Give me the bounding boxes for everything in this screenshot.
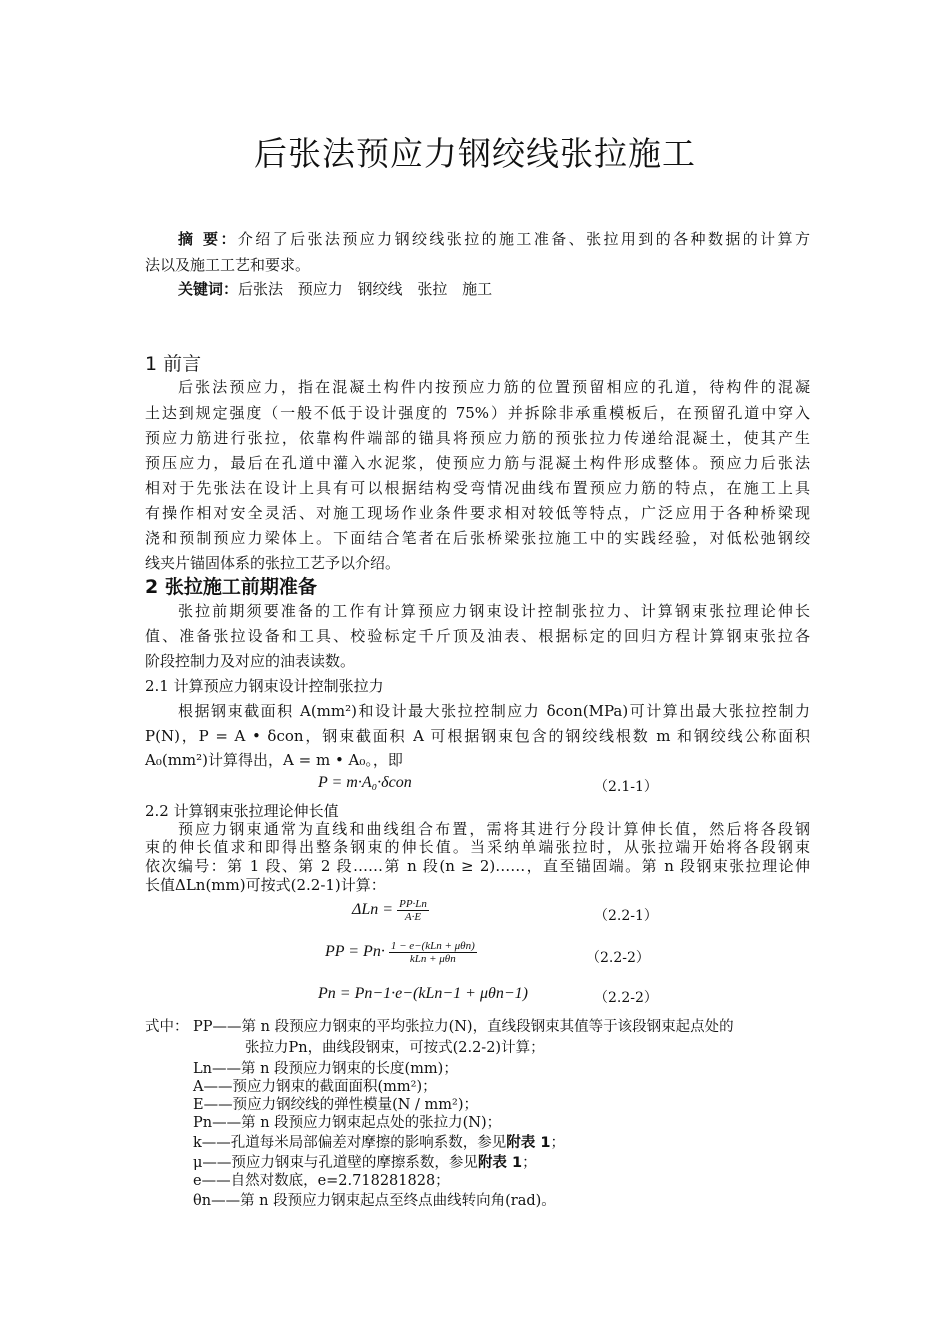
formula-2-1-1: P = m·A₀·δcon: [318, 774, 412, 791]
formula-lhs: PP = Pn·: [325, 943, 385, 961]
appendix-table-link: 附表 1: [477, 1155, 523, 1171]
equation-number: （2.2-2）: [586, 950, 650, 966]
fraction-denominator: A·E: [404, 911, 422, 923]
formula-2-2-1: [352, 898, 429, 923]
section-2-line: 值、准备张拉设备和工具、校验标定千斤顶及油表、根据标定的回归方程计算钢束张拉各: [145, 627, 810, 645]
section-2-line: 阶段控制力及对应的油表读数。: [145, 652, 356, 670]
section-1-line: 土达到规定强度（一般不低于设计强度的 75%）并拆除非承重模板后，在预留孔道中穿入: [145, 404, 810, 422]
keywords-text: 后张法 预应力 钢绞线 张拉 施工: [238, 280, 493, 298]
legend-item: E——预应力钢绞线的弹性模量(N / mm²)；: [193, 1097, 479, 1113]
legend-item: 张拉力Pn，曲线段钢束，可按式(2.2-2)计算；: [245, 1040, 545, 1056]
subsection-2-1-line: 根据钢束截面积 A(mm²)和设计最大张拉控制应力 δcon(MPa)可计算出最大张拉控制力: [178, 702, 810, 720]
legend-item: [193, 1134, 565, 1152]
abstract-line-1: [178, 226, 810, 252]
section-1-line: 预压应力，最后在孔道中灌入水泥浆，使预应力筋与混凝土构件形成整体。预应力后张法: [145, 454, 810, 472]
formula-fraction: [389, 940, 477, 965]
legend-item-text: μ——预应力钢束与孔道壁的摩擦系数，参见: [193, 1155, 478, 1171]
legend-item-suffix: ；: [522, 1155, 537, 1171]
formula-2-2-3: Pn = Pn−1·e−(kLn−1 + μθn−1): [318, 985, 528, 1002]
formula-2-2-2: [325, 940, 477, 965]
fraction-numerator: 1 − e−(kLn + μθn): [390, 940, 475, 952]
legend-item: Ln——第 n 段预应力钢束的长度(mm)；: [193, 1061, 458, 1077]
section-1-line: 预应力筋进行张拉，依靠构件端部的锚具将预应力筋的预张拉力传递给混凝土，使其产生: [145, 429, 810, 447]
section-1-heading: 1 前言: [145, 353, 202, 375]
legend-item: e——自然对数底，e=2.718281828；: [193, 1173, 450, 1189]
equation-number: （2.1-1）: [594, 779, 658, 795]
abstract-label: 摘 要：: [178, 230, 238, 248]
section-1-line: 相对于先张法在设计上具有可以根据结构受弯情况曲线布置预应力筋的特点，在施工上具: [145, 479, 810, 497]
abstract-line-2: 法以及施工工艺和要求。: [145, 256, 311, 274]
section-2-heading: 2 张拉施工前期准备: [145, 576, 317, 598]
fraction-denominator: kLn + μθn: [409, 953, 456, 965]
legend-item: Pn——第 n 段预应力钢束起点处的张拉力(N)；: [193, 1115, 502, 1131]
section-1-line: 有操作相对安全灵活、对施工现场作业条件要求相对较低等特点，广泛应用于各种桥梁现: [145, 504, 810, 522]
equation-number: （2.2-1）: [594, 908, 658, 924]
section-1-line: 后张法预应力，指在混凝土构件内按预应力筋的位置预留相应的孔道，待构件的混凝: [178, 378, 810, 396]
formula-lhs: ΔLn =: [352, 901, 394, 919]
legend-intro: 式中：: [145, 1019, 189, 1035]
legend-item: A——预应力钢束的截面面积(mm²)；: [193, 1079, 437, 1095]
keywords-label: 关键词：: [178, 280, 239, 298]
document-title: 后张法预应力钢绞线张拉施工: [254, 134, 696, 173]
keywords-line: [178, 276, 810, 302]
fraction-numerator: PP·Ln: [399, 898, 427, 910]
subsection-2-2-line: 依次编号：第 1 段、第 2 段……第 n 段(n ≥ 2)……，直至锚固端。第 n 段钢束张拉理论伸: [145, 857, 810, 875]
legend-item: θn——第 n 段预应力钢束起点至终点曲线转向角(rad)。: [193, 1193, 556, 1209]
equation-number: （2.2-2）: [594, 990, 658, 1006]
legend-item-text: k——孔道每米局部偏差对摩擦的影响系数，参见: [193, 1135, 507, 1151]
appendix-table-link: 附表 1: [506, 1135, 551, 1151]
section-1-line: 线夹片锚固体系的张拉工艺予以介绍。: [145, 554, 401, 572]
subsection-2-1-heading: 2.1 计算预应力钢束设计控制张拉力: [145, 677, 384, 695]
subsection-2-2-line: 束的伸长值求和即得出整条钢束的伸长值。当采纳单端张拉时，从张拉端开始将各段钢束: [145, 838, 810, 856]
subsection-2-2-line: 预应力钢束通常为直线和曲线组合布置，需将其进行分段计算伸长值，然后将各段钢: [178, 820, 810, 838]
subsection-2-2-line: 长值ΔLn(mm)可按式(2.2-1)计算：: [145, 876, 386, 894]
legend-item: [193, 1154, 537, 1172]
subsection-2-2-heading: 2.2 计算钢束张拉理论伸长值: [145, 802, 339, 820]
formula-fraction: [397, 898, 429, 923]
legend-item: PP——第 n 段预应力钢束的平均张拉力(N)，直线段钢束其值等于该段钢束起点处的: [193, 1019, 734, 1035]
subsection-2-1-line: P(N)，P = A • δcon，钢束截面积 A 可根据钢束包含的钢绞线根数 m 和钢绞线公称面积: [145, 727, 810, 745]
section-2-line: 张拉前期须要准备的工作有计算预应力钢束设计控制张拉力、计算钢束张拉理论伸长: [178, 602, 810, 620]
subsection-2-1-line: A₀(mm²)计算得出，A = m • A₀。，即: [145, 751, 403, 769]
abstract-text-1: 介绍了后张法预应力钢绞线张拉的施工准备、张拉用到的各种数据的计算方: [237, 230, 810, 248]
section-1-line: 浇和预制预应力梁体上。下面结合笔者在后张桥梁张拉施工中的实践经验，对低松弛钢绞: [145, 529, 810, 547]
legend-item-suffix: ；: [550, 1135, 565, 1151]
